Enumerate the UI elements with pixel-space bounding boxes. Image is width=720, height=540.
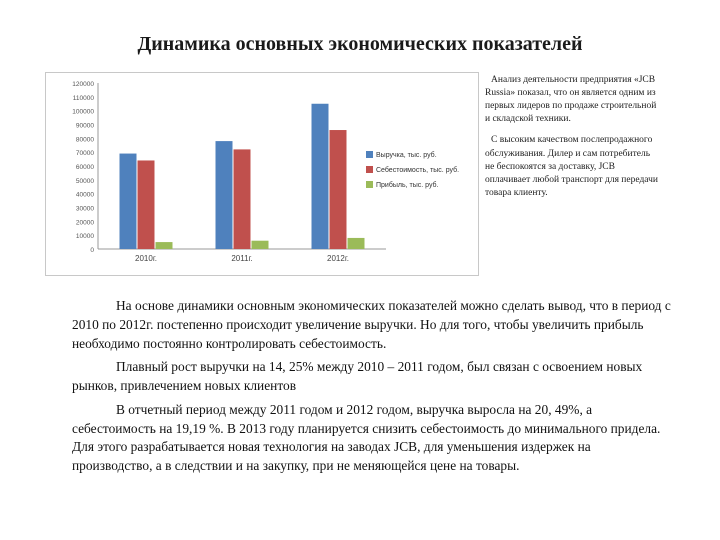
side-paragraph-2: С высоким качеством послепродажного обслуживания. Дилер и сам потребитель не беспокоятся за доставку, JCB оплачивает любой транспорт для передачи товара клиенту.	[485, 135, 658, 198]
page-title: Динамика основных экономических показателей	[137, 33, 583, 55]
y-tick-label: 40000	[75, 191, 94, 199]
legend-label: Себестоимость, тыс. руб.	[376, 167, 460, 174]
side-description	[485, 74, 660, 208]
bar-3-2010г.	[156, 242, 173, 249]
bar-3-2011г.	[252, 241, 269, 249]
x-tick-label: 2010г.	[135, 254, 157, 263]
y-tick-label: 90000	[75, 122, 94, 130]
x-tick-label: 2012г.	[327, 254, 349, 263]
legend-swatch	[366, 181, 373, 188]
body-paragraph-1: На основе динамики основным экономических показателей можно сделать вывод, что в период с 2010 по 2012г. постепенно происходит увеличение выручки. Но для того, чтобы увеличить прибыль необходимо постоянно контролировать себестоимость.	[72, 298, 671, 351]
bar-1-2010г.	[120, 154, 137, 249]
bar-2-2010г.	[138, 160, 155, 249]
y-tick-label: 120000	[72, 81, 94, 88]
side-paragraph-1: Анализ деятельности предприятия «JCB Russia» показал, что он является одним из первых лидеров по продаже строительной и складской техники.	[485, 75, 657, 125]
legend-swatch	[366, 166, 373, 173]
y-tick-label: 30000	[75, 205, 94, 213]
y-tick-label: 60000	[75, 164, 94, 171]
y-tick-label: 50000	[75, 177, 94, 185]
chart-container	[45, 72, 479, 276]
legend-label: Прибыль, тыс. руб.	[376, 182, 439, 189]
body-text	[72, 297, 672, 481]
bar-3-2012г.	[348, 238, 365, 249]
y-tick-label: 70000	[75, 150, 94, 158]
y-tick-label: 10000	[75, 233, 94, 241]
bar-2-2011г.	[234, 149, 251, 249]
y-tick-label: 20000	[75, 219, 94, 227]
bar-1-2012г.	[312, 104, 329, 249]
y-tick-label: 0	[90, 247, 94, 254]
legend-label: Выручка, тыс. руб.	[376, 152, 437, 159]
bar-chart	[46, 73, 478, 275]
x-tick-label: 2011г.	[231, 254, 253, 263]
bar-2-2012г.	[330, 130, 347, 249]
bar-1-2011г.	[216, 141, 233, 249]
body-paragraph-2: Плавный рост выручки на 14, 25% между 2010 – 2011 годом, был связан с освоением новых рынков, привлечением новых клиентов	[72, 359, 643, 394]
y-tick-label: 100000	[72, 108, 94, 116]
y-tick-label: 110000	[72, 94, 94, 102]
y-tick-label: 80000	[75, 136, 94, 144]
legend-swatch	[366, 151, 373, 158]
body-paragraph-3: В отчетный период между 2011 годом и 2012 годом, выручка выросла на 20, 49%, а себестоимость на 19,19 %. В 2013 году планируется снизить себестоимость до минимального придела. Для этого разрабатывается новая технология на заводах JCB, для уменьшения издержек на производство, а в следствии и на закупку, при не меняющейся цене на товары.	[72, 401, 661, 474]
